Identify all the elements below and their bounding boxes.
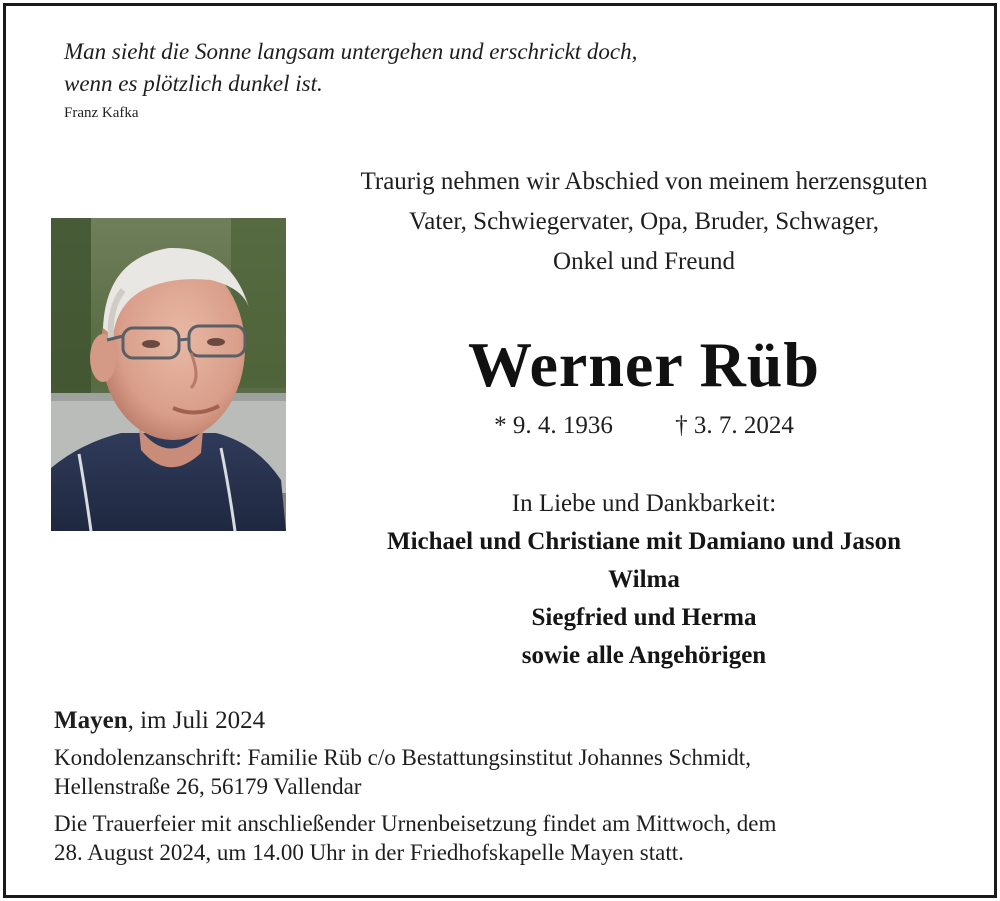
mourner-line: Wilma: [608, 566, 680, 593]
quote-line: Man sieht die Sonne langsam untergehen und erschrickt doch,: [64, 39, 638, 64]
intro-line: Traurig nehmen wir Abschied von meinem herzensguten: [360, 168, 928, 195]
quote-author: Franz Kafka: [64, 105, 139, 121]
mourner-line: Siegfried und Herma: [531, 604, 757, 631]
intro-line: Vater, Schwiegervater, Opa, Bruder, Schwager,: [408, 208, 880, 235]
place-city: Mayen: [54, 707, 128, 734]
condolence-address: [54, 743, 751, 801]
death-date: † 3. 7. 2024: [675, 412, 794, 439]
ceremony-info: [54, 809, 776, 867]
mourner-line: Michael und Christiane mit Damiano und Jason: [387, 528, 901, 555]
deceased-name: Werner Rüb: [468, 329, 820, 400]
birth-date: * 9. 4. 1936: [494, 412, 613, 439]
place-and-date: [54, 703, 265, 739]
intro-text: [300, 162, 988, 282]
life-dates: [300, 409, 988, 443]
intro-line: Onkel und Freund: [553, 248, 735, 275]
mourner-line: sowie alle Angehörigen: [521, 642, 767, 669]
ceremony-line: 28. August 2024, um 14.00 Uhr in der Friedhofskapelle Mayen statt.: [54, 840, 684, 865]
condolence-line: Kondolenzanschrift: Familie Rüb c/o Bestattungsinstitut Johannes Schmidt,: [54, 745, 751, 770]
place-date: , im Juli 2024: [127, 707, 266, 734]
condolence-line: Hellenstraße 26, 56179 Vallendar: [54, 774, 362, 799]
portrait-photo: [51, 218, 286, 531]
quote-line: wenn es plötzlich dunkel ist.: [64, 71, 323, 96]
quote: [64, 36, 637, 100]
mourners-lead: In Liebe und Dankbarkeit:: [511, 490, 777, 517]
mourners-section: [300, 485, 988, 675]
ceremony-line: Die Trauerfeier mit anschließender Urnenbeisetzung findet am Mittwoch, dem: [54, 811, 777, 836]
